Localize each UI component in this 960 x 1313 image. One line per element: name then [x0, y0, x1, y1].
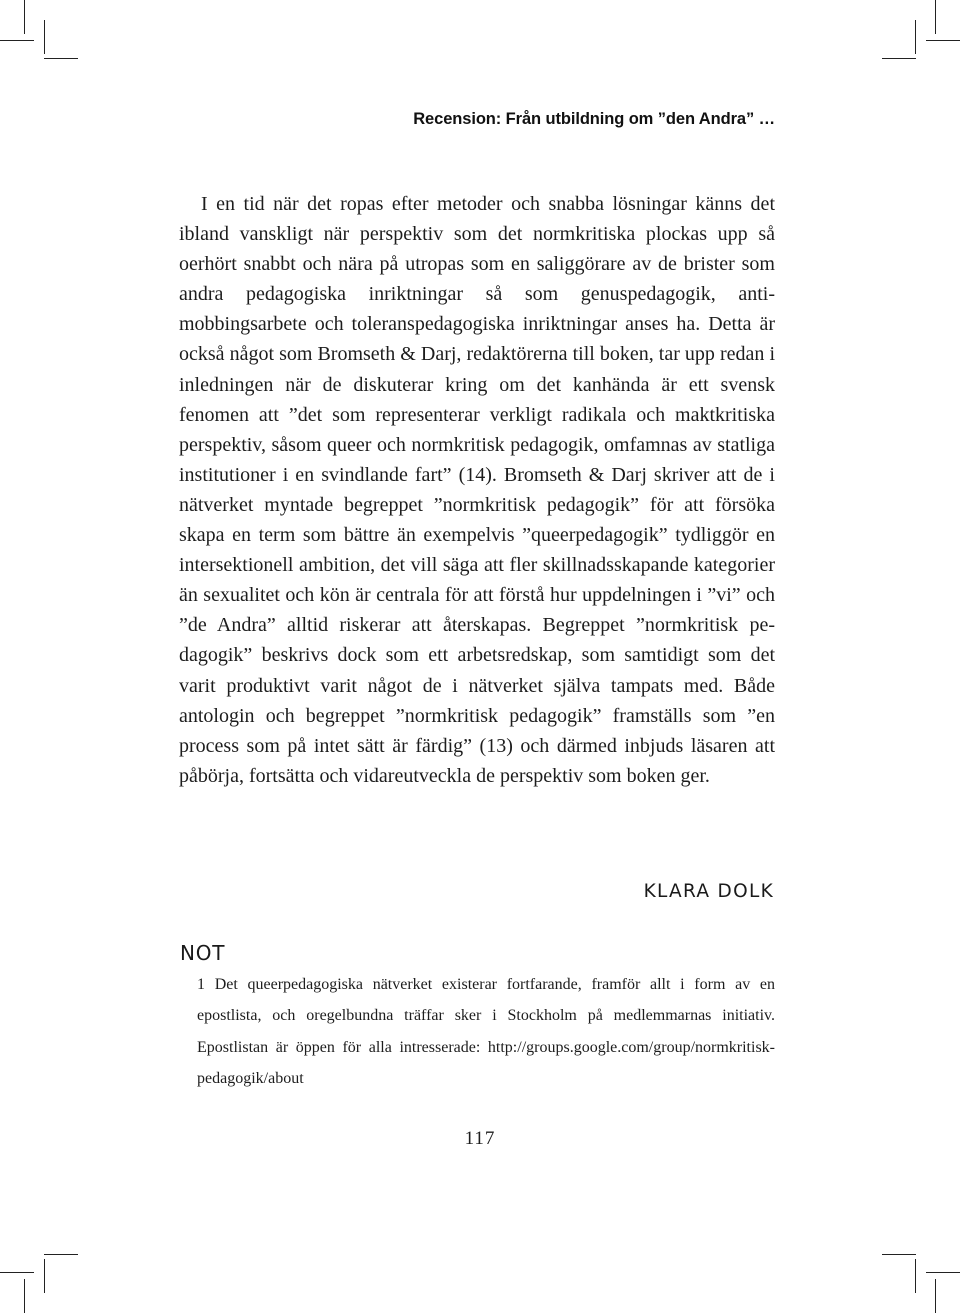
crop-mark — [0, 40, 34, 41]
crop-mark — [882, 1254, 916, 1255]
crop-mark — [926, 1272, 960, 1273]
crop-mark — [882, 58, 916, 59]
crop-mark — [44, 1259, 45, 1293]
crop-mark — [24, 1279, 25, 1313]
crop-mark — [44, 1254, 78, 1255]
footnote: 1 Det queerpedagogiska nätverket existerar fortfarande, framför allt i form av en epostlista, och oregelbundna träffar sker i Stockholm på medlemmarnas initiativ. Epostlistan är öppen för alla intresserade: http://groups.google.com/​group/normkritisk-pedagogik/about — [197, 976, 775, 1087]
crop-mark — [0, 1272, 34, 1273]
crop-mark — [44, 20, 45, 54]
crop-mark — [935, 0, 936, 34]
page-number: 117 — [464, 1128, 496, 1149]
crop-mark — [44, 58, 78, 59]
crop-mark — [935, 1279, 936, 1313]
crop-mark — [915, 1259, 916, 1293]
crop-mark — [24, 0, 25, 34]
review-body-paragraph: I en tid när det ropas efter metoder och snabba lösningar känns det ibland vanskligt när perspektiv som det normkritiska plockas upp så oerhört snabbt och nära på utropas som en saliggörare av de brister som andra pedagogiska inriktningar så som genuspedagogik, anti-mobbingsarbete och toleranspedagogiska inriktningar anses ha. Detta är också något som Bromseth & Darj, redaktörerna till boken, tar upp redan i inledningen när de diskuterar kring om det kanhända är ett svensk fenomen att ”det som representerar verkligt radikala och maktkritiska perspektiv, såsom queer och normkritisk pedagogik, omfamnas av statliga institutioner i en svindlande fart” (14). Bromseth & Darj skriver att de i nätverket myntade begreppet ”normkritisk pedagogik” för att försöka skapa en term som bättre än exempelvis ”queerpedagogik” tydliggör en intersektionell ambition, det vill säga att fler skillnadsskapande kategorier än sexualitet och kön är centrala för att förstå hur uppdelningen i ”vi” och ”de Andra” alltid riskerar att återskapas. Begreppet ”normkritisk pedagogik” beskrivs dock som ett arbetsredskap, som samtidigt som det varit produktivt varit något de i nätverket själva tampats med. Både antologin och begreppet ”normkritisk pedagogik” framställs som ”en process som på intet sätt är färdig” (13) och därmed inbjuds läsaren att påbörja, fortsätta och vidareutveckla de perspektiv som boken ger. — [179, 193, 775, 787]
notes-heading: NOT — [180, 941, 226, 965]
crop-mark — [926, 40, 960, 41]
running-head: Recension: Från utbildning om ”den Andra” … — [413, 110, 775, 128]
crop-mark — [915, 20, 916, 54]
author-name: KLARA DOLK — [643, 881, 774, 902]
